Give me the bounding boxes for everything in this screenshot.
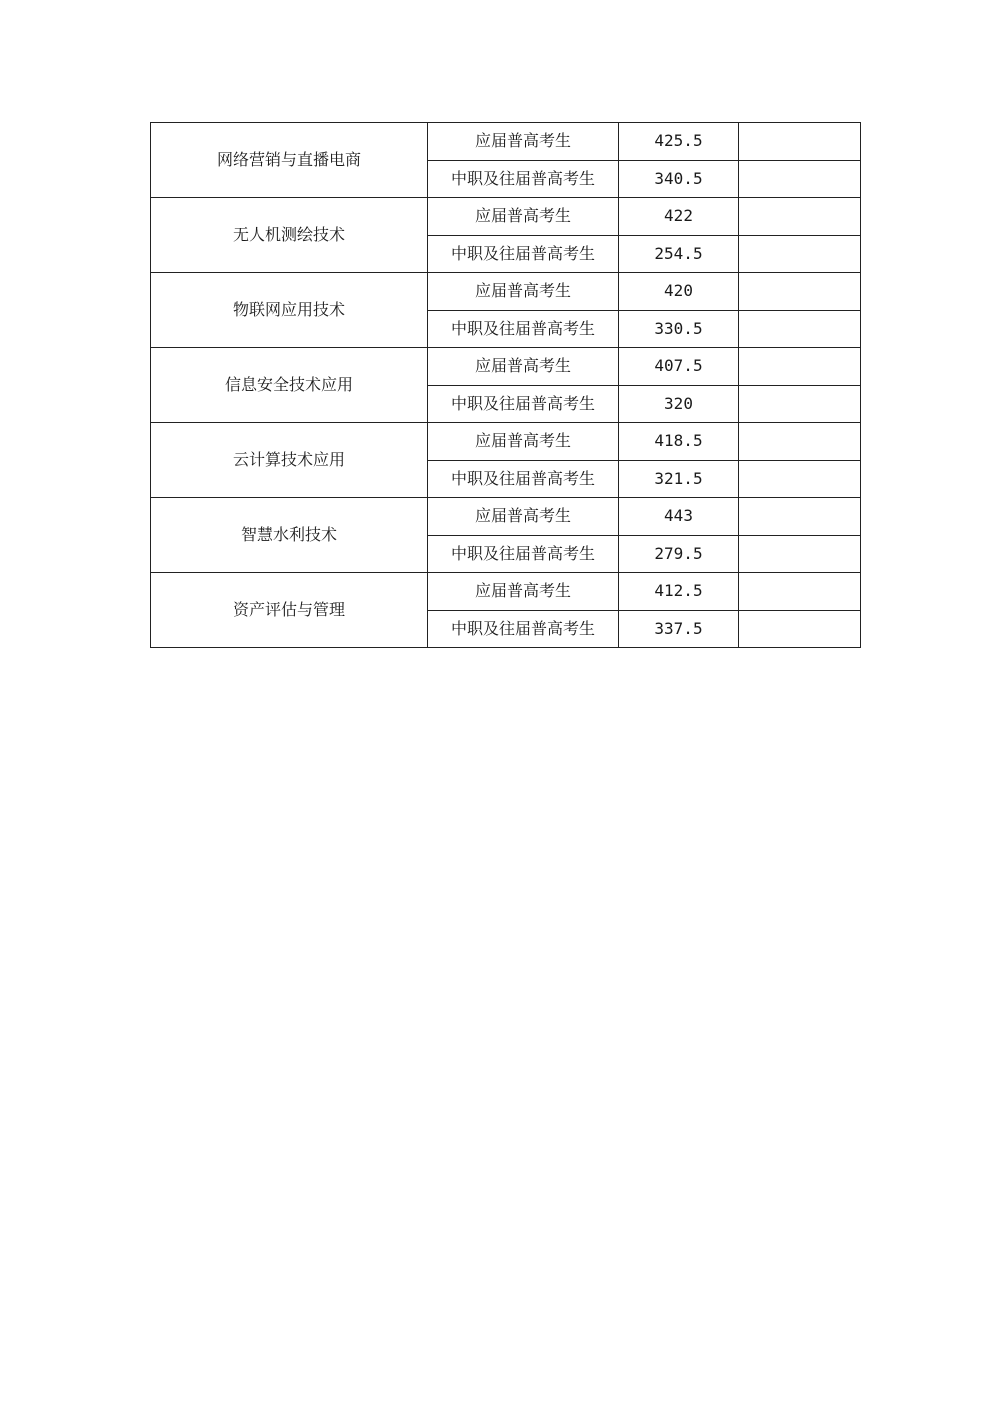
table-row bbox=[151, 573, 861, 611]
score-cell: 407.5 bbox=[619, 348, 739, 386]
score-cell: 443 bbox=[619, 498, 739, 536]
student-category-cell: 中职及往届普高考生 bbox=[428, 535, 619, 573]
major-name-cell: 信息安全技术应用 bbox=[151, 348, 428, 423]
student-category-cell: 应届普高考生 bbox=[428, 498, 619, 536]
score-cell: 418.5 bbox=[619, 423, 739, 461]
student-category-cell: 中职及往届普高考生 bbox=[428, 610, 619, 648]
major-name-cell: 物联网应用技术 bbox=[151, 273, 428, 348]
score-cell: 412.5 bbox=[619, 573, 739, 611]
score-cell: 340.5 bbox=[619, 160, 739, 198]
score-table-body bbox=[151, 123, 861, 648]
major-name-cell: 网络营销与直播电商 bbox=[151, 123, 428, 198]
remark-cell bbox=[739, 385, 861, 423]
score-cell: 321.5 bbox=[619, 460, 739, 498]
student-category-cell: 应届普高考生 bbox=[428, 348, 619, 386]
score-cell: 420 bbox=[619, 273, 739, 311]
remark-cell bbox=[739, 423, 861, 461]
score-cell: 337.5 bbox=[619, 610, 739, 648]
student-category-cell: 应届普高考生 bbox=[428, 273, 619, 311]
major-name-cell: 资产评估与管理 bbox=[151, 573, 428, 648]
table-row bbox=[151, 123, 861, 161]
remark-cell bbox=[739, 348, 861, 386]
table-row bbox=[151, 198, 861, 236]
student-category-cell: 中职及往届普高考生 bbox=[428, 160, 619, 198]
score-cell: 320 bbox=[619, 385, 739, 423]
remark-cell bbox=[739, 460, 861, 498]
score-cell: 422 bbox=[619, 198, 739, 236]
remark-cell bbox=[739, 273, 861, 311]
remark-cell bbox=[739, 160, 861, 198]
score-cell: 279.5 bbox=[619, 535, 739, 573]
student-category-cell: 中职及往届普高考生 bbox=[428, 385, 619, 423]
student-category-cell: 应届普高考生 bbox=[428, 423, 619, 461]
student-category-cell: 中职及往届普高考生 bbox=[428, 235, 619, 273]
student-category-cell: 中职及往届普高考生 bbox=[428, 460, 619, 498]
student-category-cell: 中职及往届普高考生 bbox=[428, 310, 619, 348]
table-row bbox=[151, 348, 861, 386]
remark-cell bbox=[739, 198, 861, 236]
remark-cell bbox=[739, 535, 861, 573]
table-row bbox=[151, 423, 861, 461]
score-cell: 254.5 bbox=[619, 235, 739, 273]
student-category-cell: 应届普高考生 bbox=[428, 198, 619, 236]
student-category-cell: 应届普高考生 bbox=[428, 123, 619, 161]
remark-cell bbox=[739, 573, 861, 611]
remark-cell bbox=[739, 498, 861, 536]
score-cell: 425.5 bbox=[619, 123, 739, 161]
remark-cell bbox=[739, 610, 861, 648]
table-row bbox=[151, 273, 861, 311]
major-name-cell: 智慧水利技术 bbox=[151, 498, 428, 573]
student-category-cell: 应届普高考生 bbox=[428, 573, 619, 611]
remark-cell bbox=[739, 123, 861, 161]
major-name-cell: 无人机测绘技术 bbox=[151, 198, 428, 273]
admission-score-table bbox=[150, 122, 861, 648]
remark-cell bbox=[739, 310, 861, 348]
remark-cell bbox=[739, 235, 861, 273]
major-name-cell: 云计算技术应用 bbox=[151, 423, 428, 498]
table-row bbox=[151, 498, 861, 536]
score-cell: 330.5 bbox=[619, 310, 739, 348]
